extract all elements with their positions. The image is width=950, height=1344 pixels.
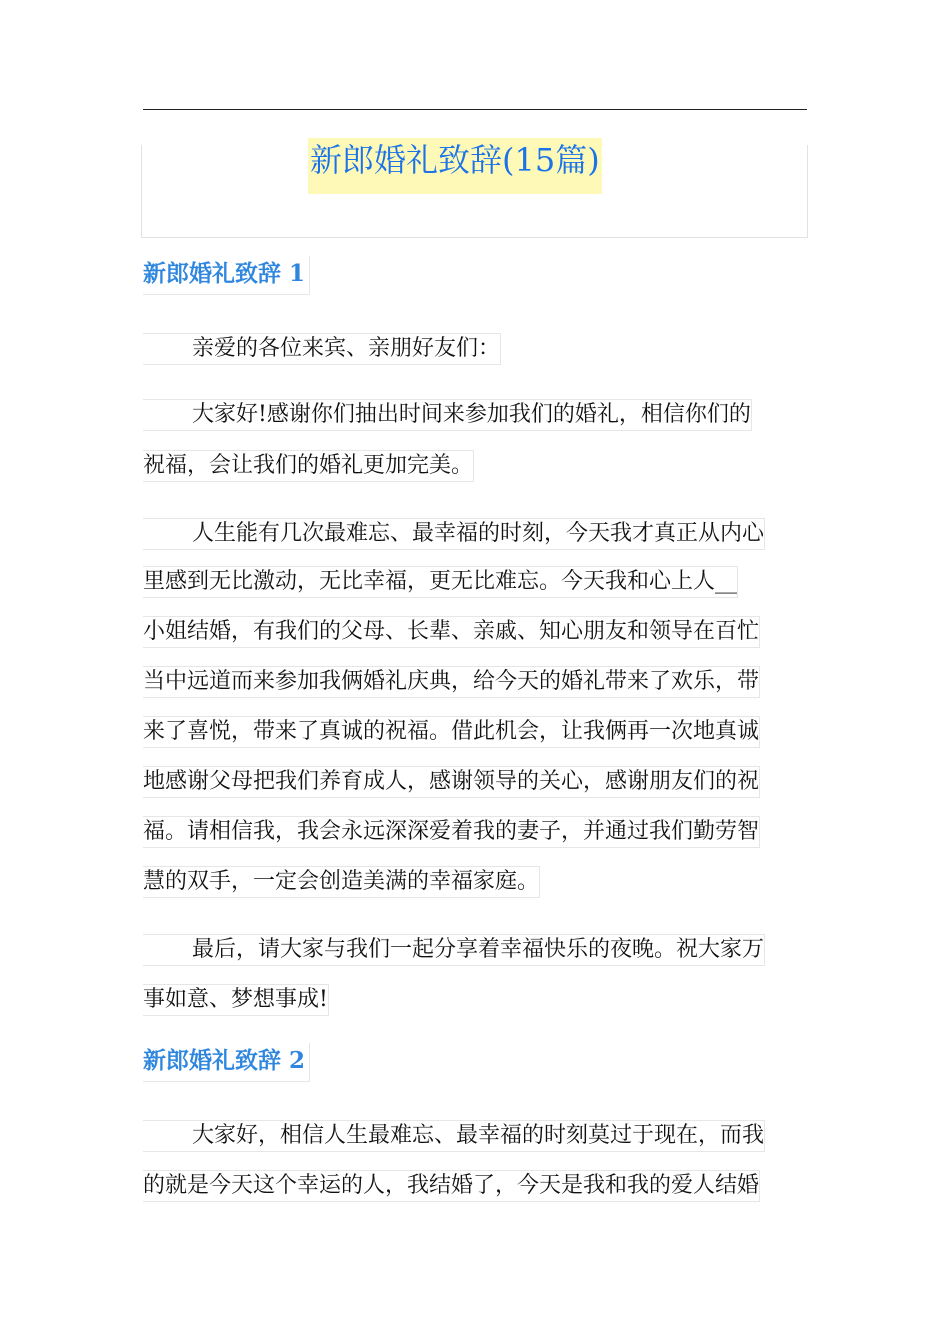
paragraph-line: 慧的双手，一定会创造美满的幸福家庭。 bbox=[143, 866, 540, 898]
paragraph-line: 来了喜悦，带来了真诚的祝福。借此机会，让我俩再一次地真诚 bbox=[143, 716, 760, 748]
paragraph-line: 大家好，相信人生最难忘、最幸福的时刻莫过于现在，而我 bbox=[143, 1120, 765, 1152]
paragraph-line: 当中远道而来参加我俩婚礼庆典，给今天的婚礼带来了欢乐，带 bbox=[143, 666, 760, 698]
paragraph-line: 大家好!感谢你们抽出时间来参加我们的婚礼，相信你们的 bbox=[143, 399, 752, 431]
document-title: 新郎婚礼致辞(15篇) bbox=[308, 138, 602, 194]
header-rule bbox=[143, 109, 807, 110]
paragraph-line: 祝福，会让我们的婚礼更加完美。 bbox=[143, 450, 474, 482]
section-heading-1: 新郎婚礼致辞 1 bbox=[143, 256, 310, 295]
paragraph-line: 福。请相信我，我会永远深深爱着我的妻子，并通过我们勤劳智 bbox=[143, 816, 760, 848]
paragraph-line: 里感到无比激动，无比幸福，更无比难忘。今天我和心上人__ bbox=[143, 566, 738, 598]
paragraph-line: 人生能有几次最难忘、最幸福的时刻，今天我才真正从内心 bbox=[143, 518, 765, 550]
paragraph-line: 地感谢父母把我们养育成人，感谢领导的关心，感谢朋友们的祝 bbox=[143, 766, 760, 798]
section-heading-2: 新郎婚礼致辞 2 bbox=[143, 1043, 310, 1082]
paragraph-line: 最后，请大家与我们一起分享着幸福快乐的夜晚。祝大家万 bbox=[143, 934, 765, 966]
paragraph-line: 小姐结婚，有我们的父母、长辈、亲戚、知心朋友和领导在百忙 bbox=[143, 616, 760, 648]
paragraph-line: 的就是今天这个幸运的人，我结婚了，今天是我和我的爱人结婚 bbox=[143, 1170, 760, 1202]
paragraph-line: 亲爱的各位来宾、亲朋好友们： bbox=[143, 333, 501, 365]
paragraph-line: 事如意、梦想事成! bbox=[143, 984, 329, 1016]
